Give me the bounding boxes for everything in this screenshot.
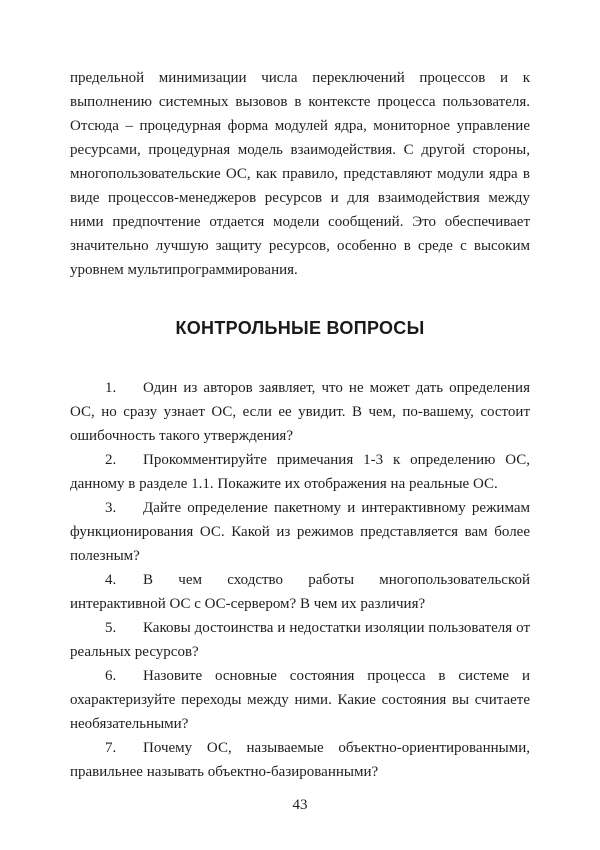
question-number: 4. [105, 572, 117, 588]
question-item [70, 376, 530, 448]
questions-list [70, 376, 530, 784]
question-text: В чем сходство работы многопользовательской интерактивной ОС с ОС-сервером? В чем их различия? [70, 572, 530, 612]
question-number: 5. [105, 620, 117, 636]
section-heading: КОНТРОЛЬНЫЕ ВОПРОСЫ [175, 318, 425, 338]
question-number: 1. [105, 380, 117, 396]
question-item [70, 568, 530, 616]
question-number: 7. [105, 740, 117, 756]
question-number: 6. [105, 668, 117, 684]
question-number: 3. [105, 500, 117, 516]
page-number: 43 [292, 797, 308, 813]
question-text: Назовите основные состояния процесса в системе и охарактеризуйте переходы между ними. Какие состояния вы считаете необязательными? [70, 668, 530, 732]
question-item [70, 448, 530, 496]
question-item [70, 616, 530, 664]
question-item [70, 664, 530, 736]
question-number: 2. [105, 452, 117, 468]
question-text: Почему ОС, называемые объектно-ориентированными, правильнее называть объектно-базированными? [70, 740, 530, 780]
question-text: Каковы достоинства и недостатки изоляции пользователя от реальных ресурсов? [70, 620, 530, 660]
intro-paragraph: предельной минимизации числа переключений процессов и к выполнению системных вызовов в контексте процесса пользователя. Отсюда – процедурная форма модулей ядра, мониторное управление ресурсами, процедурная модель взаимодействия. С другой стороны, многопользовательские ОС, как правило, представляют модули ядра в виде процессов-менеджеров ресурсов и для взаимодействия между ними предпочтение отдается модели сообщений. Это обеспечивает значительно лучшую защиту ресурсов, особенно в среде с высоким уровнем мультипрограммирования. [70, 70, 530, 278]
question-text: Дайте определение пакетному и интерактивному режимам функционирования ОС. Какой из режимов представляется вам более полезным? [70, 500, 530, 564]
question-item [70, 496, 530, 568]
question-item [70, 736, 530, 784]
question-text: Прокомментируйте примечания 1-3 к определению ОС, данному в разделе 1.1. Покажите их отображения на реальные ОС. [70, 452, 530, 492]
question-text: Один из авторов заявляет, что не может дать определения ОС, но сразу узнает ОС, если ее увидит. В чем, по-вашему, состоит ошибочность такого утверждения? [70, 380, 530, 444]
